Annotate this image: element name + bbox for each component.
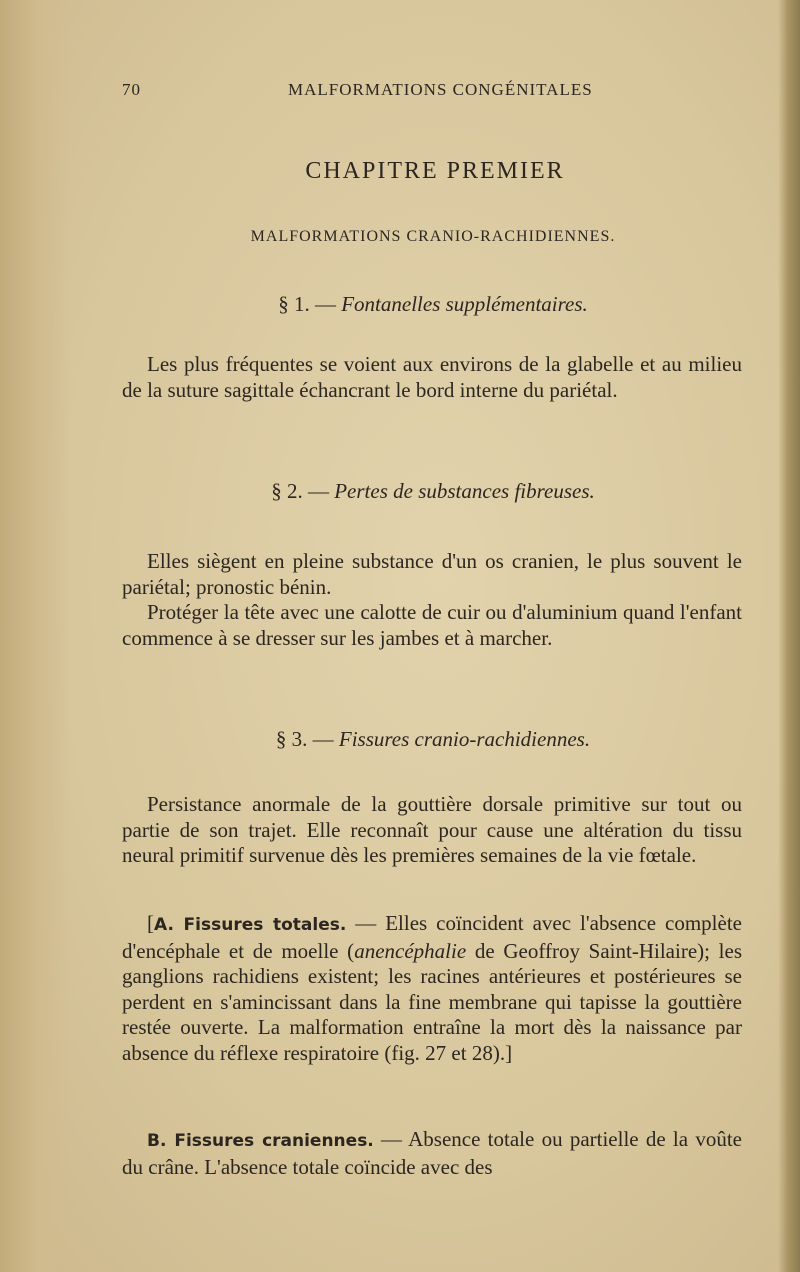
section-number: § 3. — bbox=[275, 727, 334, 751]
section-2-body bbox=[122, 549, 742, 651]
subsection-a-italic-term: anencéphalie bbox=[354, 938, 467, 963]
subsection-a bbox=[122, 911, 742, 1066]
section-heading-3 bbox=[0, 727, 800, 752]
section-heading-1 bbox=[0, 292, 800, 317]
section-title: Fontanelles supplémentaires. bbox=[341, 292, 588, 316]
section-title: Fissures cranio-rachidiennes. bbox=[338, 727, 591, 751]
page-number: 70 bbox=[122, 80, 141, 99]
paragraph: Protéger la tête avec une calotte de cuir ou d'aluminium quand l'enfant commence à se dresser sur les jambes et à marcher. bbox=[122, 600, 742, 650]
subsection-b bbox=[122, 1127, 742, 1180]
page-edge-shadow bbox=[778, 0, 800, 1272]
subsection-b-label: B. Fissures craniennes. bbox=[147, 1131, 374, 1151]
section-heading-2 bbox=[0, 479, 800, 504]
subsection-b-paragraph bbox=[122, 1127, 742, 1180]
section-3-body bbox=[122, 792, 742, 869]
subsection-a-label: A. Fissures totales. bbox=[154, 915, 347, 935]
section-1-body bbox=[122, 352, 742, 403]
paragraph: Elles siègent en pleine substance d'un os cranien, le plus souvent le pariétal; pronostic bénin. bbox=[122, 549, 742, 599]
running-head: MALFORMATIONS CONGÉNITALES bbox=[288, 80, 593, 99]
section-number: § 2. — bbox=[271, 479, 329, 503]
section-number: § 1. — bbox=[278, 292, 336, 316]
close-bracket: ] bbox=[505, 1040, 513, 1065]
subsection-b-text: — Absence totale ou partielle de la voûte du crâne. L'absence totale coïncide avec des bbox=[122, 1127, 742, 1179]
open-bracket: [ bbox=[147, 911, 154, 935]
section-title: Pertes de substances fibreuses. bbox=[334, 479, 595, 503]
chapter-title: CHAPITRE PREMIER bbox=[305, 158, 565, 184]
chapter-subtitle: MALFORMATIONS CRANIO-RACHIDIENNES. bbox=[250, 228, 616, 245]
subsection-a-paragraph bbox=[122, 911, 742, 1066]
subsection-a-text-2: de Geoffroy Saint-Hilaire); les ganglions rachidiens existent; les racines antérieures et postérieures se perdent en s'amincissant dans la fine membrane qui tapisse la gouttière restée ouverte. La malformation entraîne la mort dès la naissance par absence du réflexe respiratoire (fig. 27 et 28). bbox=[122, 938, 743, 1065]
subsection-a-text-1: — Elles coïncident avec l'absence complète d'encéphale et de moelle ( bbox=[122, 911, 742, 963]
page-header bbox=[122, 80, 742, 106]
paragraph: Les plus fréquentes se voient aux environs de la glabelle et au milieu de la suture sagittale échancrant le bord interne du pariétal. bbox=[122, 352, 742, 402]
paragraph: Persistance anormale de la gouttière dorsale primitive sur tout ou partie de son trajet. Elle reconnaît pour cause une altération du tissu neural primitif survenue dès les premières semaines de la vie fœtale. bbox=[122, 792, 742, 867]
page-gutter-shadow bbox=[0, 0, 70, 1272]
